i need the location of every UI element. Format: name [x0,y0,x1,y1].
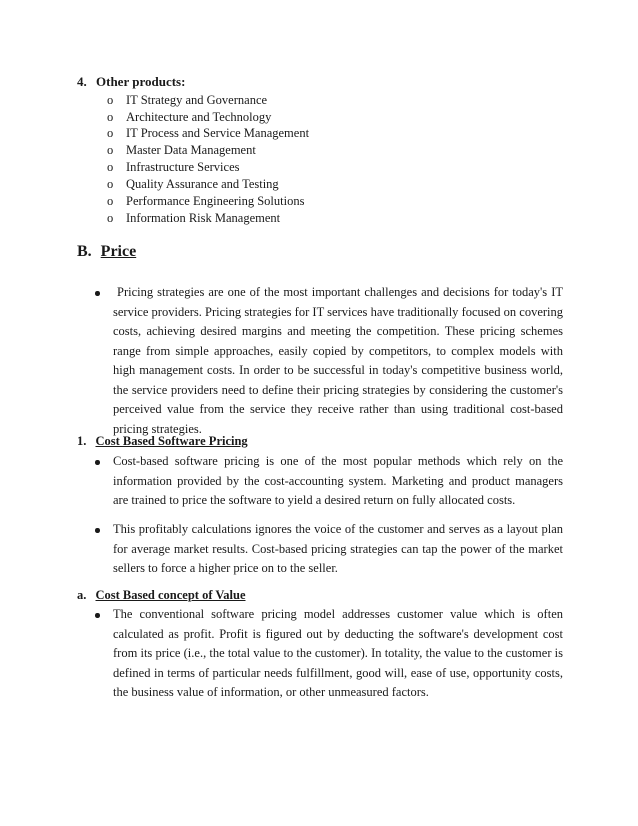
list-marker: o [107,194,114,208]
section-1-bullet: This profitably calculations ignores the voice of the customer and serves as a layout plan for average market results. Cost-based pricing strategies can tap the power of the market sellers to force a higher price on to the seller. [113,522,563,575]
list-item-text: Quality Assurance and Testing [126,177,279,191]
list-item [107,159,240,176]
list-marker: o [107,211,114,225]
list-marker: o [107,93,114,107]
list-marker: o [107,126,114,140]
list-item-text: IT Strategy and Governance [126,93,268,107]
section-4-number: 4. [77,74,87,89]
list-item-text: Architecture and Technology [126,110,272,124]
list-marker: o [107,110,114,124]
list-item-text: Information Risk Management [126,211,281,225]
section-1-bullet: Cost-based software pricing is one of the most popular methods which rely on the information provided by the cost-accounting system. Marketing and product managers are trained to price the software to yield a desired return on fully allocated costs. [113,454,563,507]
section-a-bullet: The conventional software pricing model addresses customer value which is often calculated as profit. Profit is figured out by deducting the software's development cost from its price (i.e., the total value to the customer). In totality, the value to the customer is defined in terms of particular needs fulfillment, good will, ease of use, opportunity costs, the business value of information, or other unmeasured factors. [113,607,563,699]
list-item-text: Master Data Management [126,143,256,157]
list-item-text: Performance Engineering Solutions [126,194,305,208]
bullet-icon [95,528,100,533]
section-b-paragraph: Pricing strategies are one of the most important challenges and decisions for today's IT service providers. Pricing strategies for IT services have traditionally focused on covering costs, achieving desired margins and meeting the competition. These pricing schemes range from simple approaches, easily copied by competitors, to complex models with high management costs. In order to be successful in today's competitive business world, the service providers need to define their pricing strategies by considering the customer's perceived value from the service they receive rather than using traditional cost-based pricing strategies. [113,285,563,436]
section-b-title: Price [100,243,137,260]
list-item [107,125,309,142]
list-marker: o [107,143,114,157]
list-marker: o [107,160,114,174]
bullet-icon [95,291,100,296]
list-item-text: Infrastructure Services [126,160,240,174]
section-4-title: Other products: [96,74,186,89]
bullet-icon [95,613,100,618]
section-a-heading [77,588,246,603]
list-item [107,92,267,109]
bullet-icon [95,460,100,465]
section-4-heading [77,74,185,90]
section-a-title: Cost Based concept of Value [95,588,246,602]
list-item [107,193,304,210]
list-item [107,176,279,193]
section-1-title: Cost Based Software Pricing [95,434,248,448]
list-item [107,109,271,126]
list-item [107,142,256,159]
list-item-text: IT Process and Service Management [126,126,310,140]
section-b-heading [77,243,136,261]
list-marker: o [107,177,114,191]
section-1-number: 1. [77,434,87,448]
section-1-heading [77,434,248,449]
list-item [107,210,280,227]
section-a-letter: a. [77,588,87,602]
section-b-letter: B. [77,243,92,260]
